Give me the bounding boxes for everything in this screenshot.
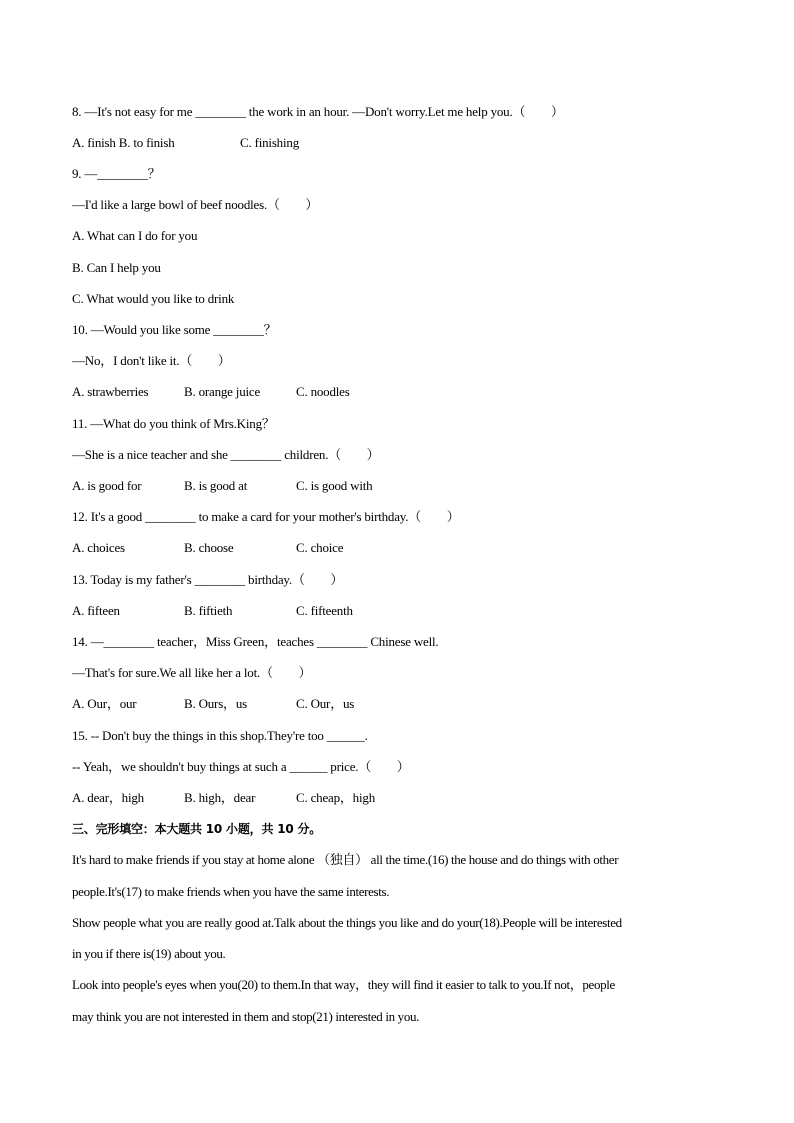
q10-reply: —No，I don't like it.（ ） (72, 353, 231, 368)
q14-option-c: C. Our，us (296, 696, 355, 711)
passage-line: Show people what you are really good at.Talk about the things you like and do your(18).People will be interested (72, 915, 622, 930)
section-heading: 三、完形填空：本大题共 10 小题，共 10 分。 (72, 822, 322, 836)
q9-reply: —I'd like a large bowl of beef noodles.（ ） (72, 197, 319, 212)
q13-option-b: B. fiftieth (184, 603, 233, 618)
passage-line: It's hard to make friends if you stay at home alone （独自） all the time.(16) the house and do things with other (72, 852, 619, 867)
q13-option-c: C. fifteenth (296, 603, 353, 618)
q8-option-a: A. finish B. to finish (72, 135, 175, 150)
q11-reply: —She is a nice teacher and she ________ children.（ ） (72, 447, 380, 462)
q13-option-a: A. fifteen (72, 603, 120, 618)
q14-option-b: B. Ours，us (184, 696, 248, 711)
q14-stem: 14. —________ teacher，Miss Green，teaches ________ Chinese well. (72, 634, 439, 649)
q9-stem: 9. —________？ (72, 166, 161, 181)
q12-stem: 12. It's a good ________ to make a card for your mother's birthday.（ ） (72, 509, 460, 524)
q8-option-c: C. finishing (240, 135, 299, 150)
passage-line: may think you are not interested in them and stop(21) interested in you. (72, 1009, 420, 1024)
passage-line: people.It's(17) to make friends when you have the same interests. (72, 884, 390, 899)
q9-option-c: C. What would you like to drink (72, 291, 235, 306)
q14-option-a: A. Our，our (72, 696, 137, 711)
q10-option-b: B. orange juice (184, 384, 261, 399)
q12-option-a: A. choices (72, 540, 125, 555)
q11-option-b: B. is good at (184, 478, 248, 493)
q15-option-a: A. dear，high (72, 790, 144, 805)
q13-stem: 13. Today is my father's ________ birthday.（ ） (72, 572, 344, 587)
q9-option-b: B. Can I help you (72, 260, 161, 275)
q15-option-b: B. high，dear (184, 790, 256, 805)
q10-option-c: C. noodles (296, 384, 350, 399)
q8-stem: 8. —It's not easy for me ________ the work in an hour. —Don't worry.Let me help you.（ ） (72, 104, 564, 119)
q11-option-c: C. is good with (296, 478, 373, 493)
q11-stem: 11. —What do you think of Mrs.King？ (72, 416, 275, 431)
q15-option-c: C. cheap，high (296, 790, 375, 805)
q14-reply: —That's for sure.We all like her a lot.（ ） (72, 665, 312, 680)
passage-line: Look into people's eyes when you(20) to them.In that way，they will find it easier to talk to you.If not，people (72, 977, 615, 992)
q15-reply: -- Yeah，we shouldn't buy things at such a ______ price.（ ） (72, 759, 410, 774)
q10-stem: 10. —Would you like some ________？ (72, 322, 277, 337)
q10-option-a: A. strawberries (72, 384, 149, 399)
q11-option-a: A. is good for (72, 478, 142, 493)
q15-stem: 15. -- Don't buy the things in this shop.They're too ______. (72, 728, 368, 743)
q12-option-c: C. choice (296, 540, 344, 555)
passage-line: in you if there is(19) about you. (72, 946, 226, 961)
q12-option-b: B. choose (184, 540, 234, 555)
q9-option-a: A. What can I do for you (72, 228, 198, 243)
